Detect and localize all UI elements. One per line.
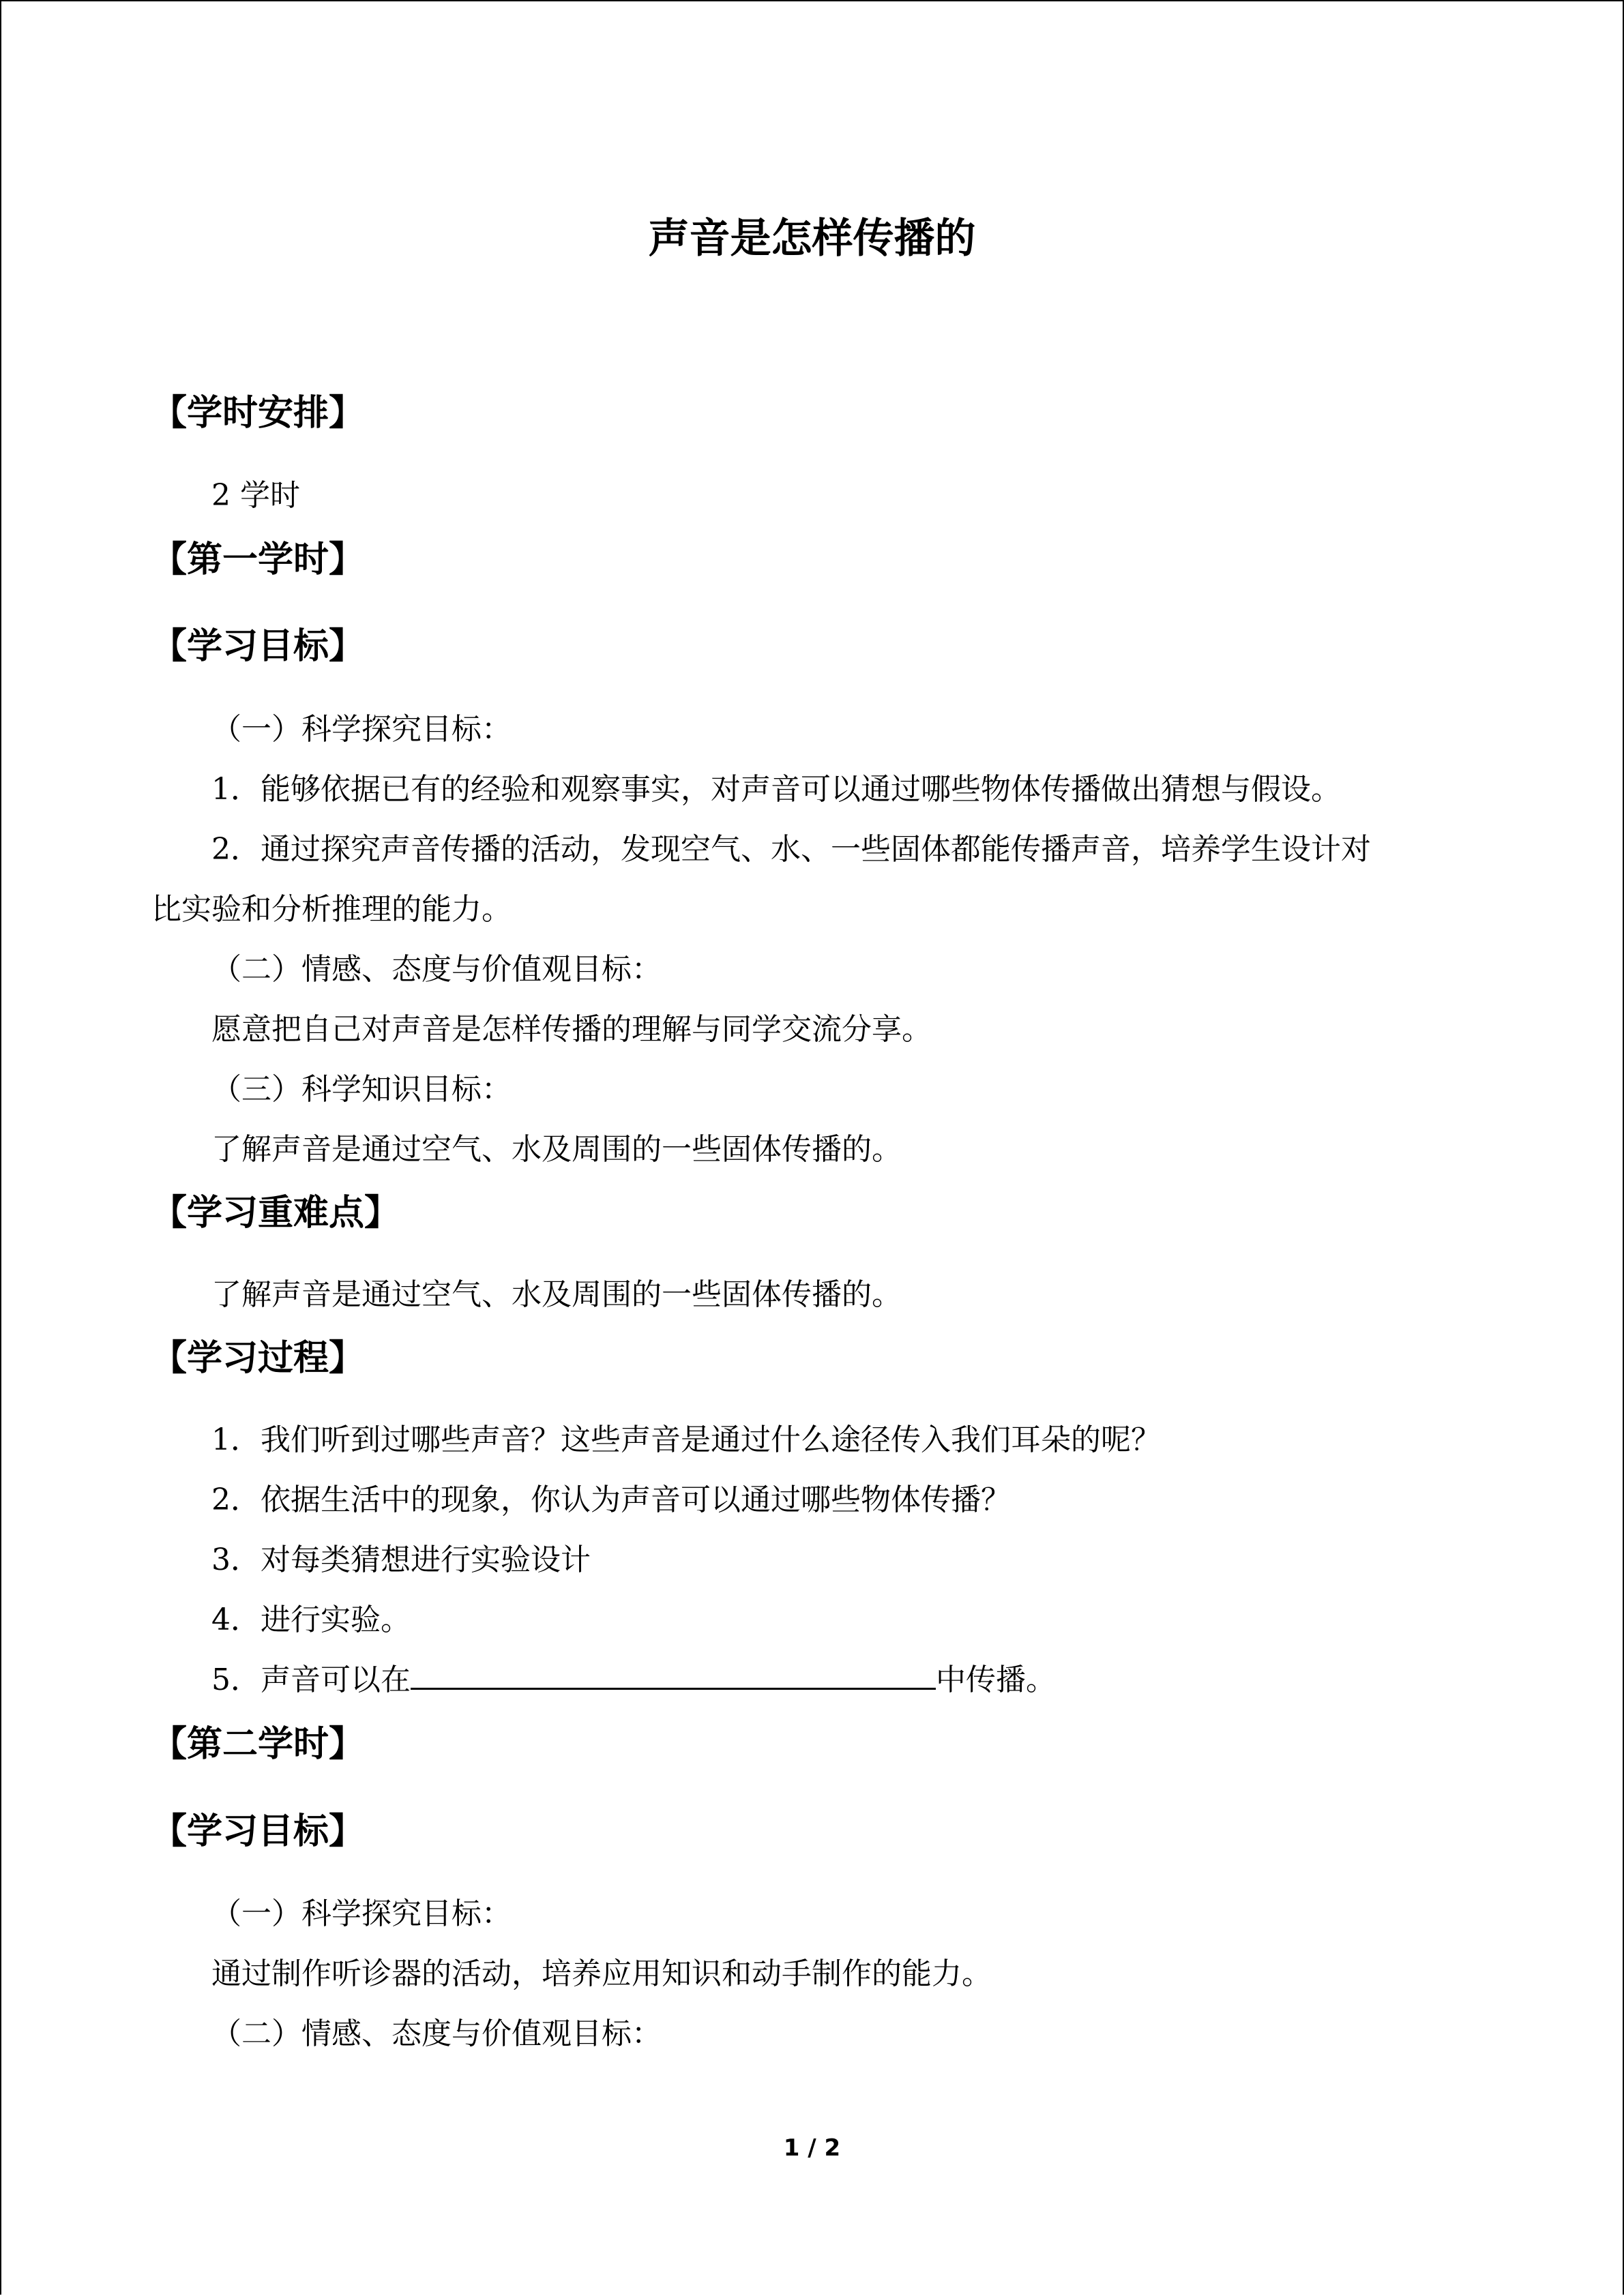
process-item-3: 3．对每类猜想进行实验设计 <box>211 1542 591 1577</box>
first-lesson-heading: 【第一学时】 <box>151 539 365 580</box>
goal1-emotion-label: （二）情感、态度与价值观目标： <box>211 952 662 987</box>
goal2-emotion-label: （二）情感、态度与价值观目标： <box>211 2016 662 2051</box>
process-item-1: 1．我们听到过哪些声音？这些声音是通过什么途径传入我们耳朵的呢？ <box>211 1422 1161 1457</box>
goal1-knowledge-label: （三）科学知识目标： <box>211 1072 512 1107</box>
goals-heading-1: 【学习目标】 <box>151 626 365 667</box>
schedule-heading: 【学时安排】 <box>151 393 365 434</box>
process-heading: 【学习过程】 <box>151 1338 365 1379</box>
process-item-4: 4．进行实验。 <box>211 1602 411 1637</box>
process-item-5 <box>211 1660 1056 1701</box>
fill-in-blank <box>411 1660 936 1690</box>
page-number: 1 / 2 <box>783 2134 841 2162</box>
second-lesson-heading: 【第二学时】 <box>151 1724 365 1765</box>
goal1-item-2-line-2: 比实验和分析推理的能力。 <box>151 892 512 927</box>
goal1-item-1: 1．能够依据已有的经验和观察事实，对声音可以通过哪些物体传播做出猜想与假设。 <box>211 772 1341 807</box>
process-item-5-suffix: 中传播。 <box>936 1663 1056 1697</box>
goal1-item-2-line-1: 2．通过探究声音传播的活动，发现空气、水、一些固体都能传播声音，培养学生设计对 <box>211 832 1371 867</box>
process-item-5-prefix: 5．声音可以在 <box>211 1663 411 1697</box>
goal2-science-label: （一）科学探究目标： <box>211 1896 512 1931</box>
document-title: 声音是怎样传播的 <box>648 215 976 263</box>
goal1-knowledge-text: 了解声音是通过空气、水及周围的一些固体传播的。 <box>211 1132 902 1167</box>
process-item-2: 2．依据生活中的现象，你认为声音可以通过哪些物体传播？ <box>211 1482 1011 1517</box>
goal1-science-label: （一）科学探究目标： <box>211 712 512 747</box>
key-points-text: 了解声音是通过空气、水及周围的一些固体传播的。 <box>211 1277 902 1312</box>
goal1-emotion-text: 愿意把自己对声音是怎样传播的理解与同学交流分享。 <box>211 1012 932 1047</box>
goal2-science-text: 通过制作听诊器的活动，培养应用知识和动手制作的能力。 <box>211 1956 992 1991</box>
goals-heading-2: 【学习目标】 <box>151 1811 365 1852</box>
schedule-value: 2 学时 <box>211 478 300 513</box>
key-points-heading: 【学习重难点】 <box>151 1193 400 1234</box>
